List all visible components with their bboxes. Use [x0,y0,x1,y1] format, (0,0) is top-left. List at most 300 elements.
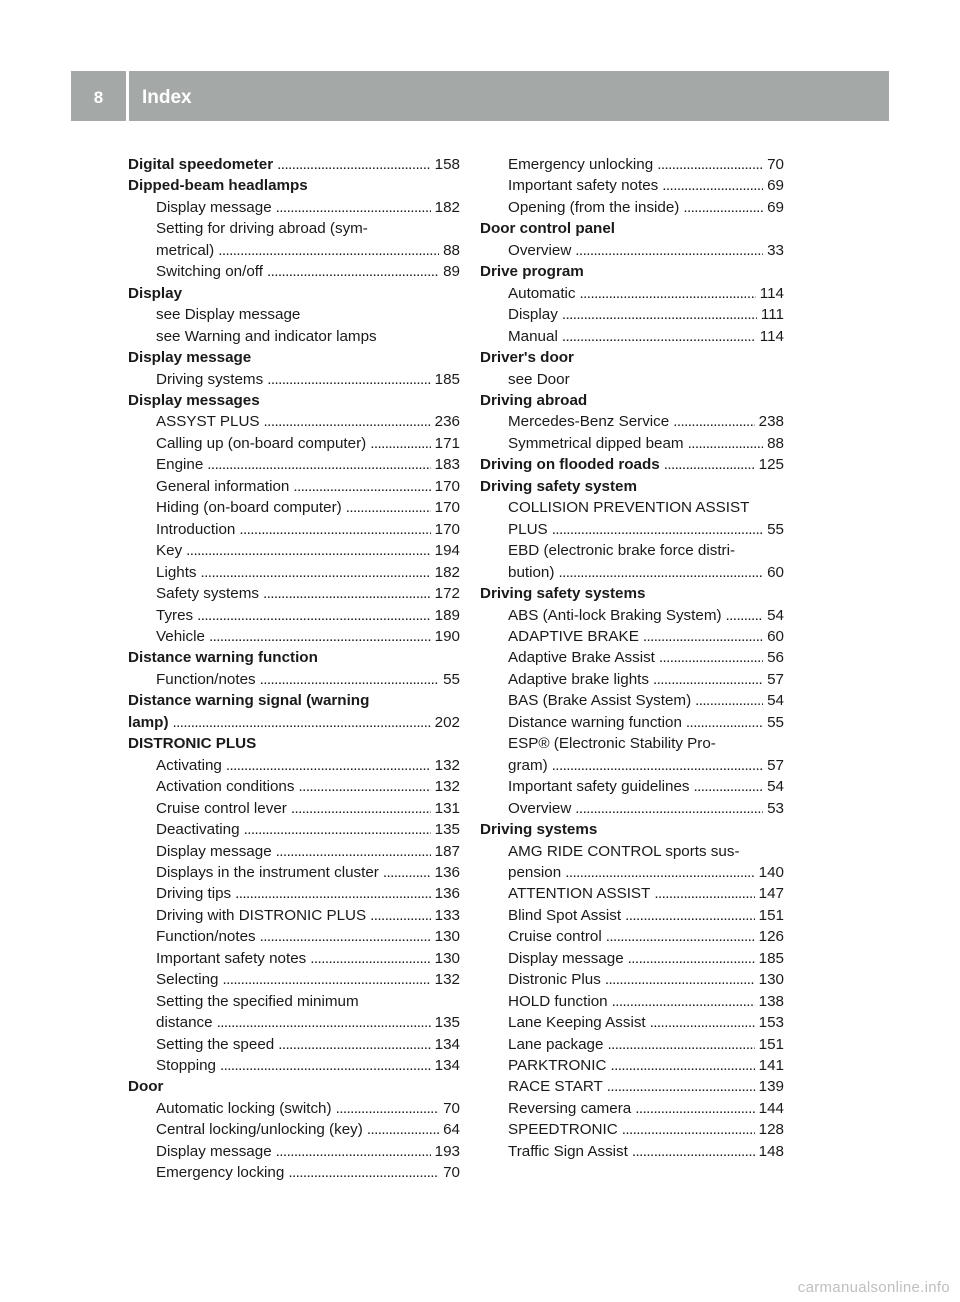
page-reference: 88 [767,434,784,452]
index-subentry-label: Driving with DISTRONIC PLUS [156,906,367,924]
index-subentry-label: Stopping [156,1057,216,1075]
page-reference: 60 [767,563,784,581]
index-subentry-label: Important safety guidelines [508,778,690,796]
index-subentry-label: see Display message [156,306,301,324]
index-subentry [128,1119,460,1140]
leader-dots [607,1076,755,1097]
index-subentry-label: Display [508,306,558,324]
page-reference: 189 [434,606,460,624]
page-reference: 170 [434,520,460,538]
index-subentry-label: Switching on/off [156,263,263,281]
page-reference: 193 [434,1142,460,1160]
index-subentry [128,1055,460,1076]
page-reference: 202 [434,713,460,731]
index-subentry-label: PLUS [508,520,548,538]
index-subentry-label: Hiding (on-board computer) [156,499,342,517]
index-subentry-label: Emergency locking [156,1164,285,1182]
index-subentry-label: Safety systems [156,585,259,603]
index-subentry [480,519,784,540]
index-subentry-label: Lane package [508,1035,604,1053]
index-subentry-label: PARKTRONIC [508,1057,607,1075]
page-reference: 238 [758,413,784,431]
index-subentry [480,154,784,175]
index-subentry [480,326,784,347]
page-reference: 141 [758,1057,784,1075]
index-subentry-label: ATTENTION ASSIST [508,885,651,903]
index-subentry-label: Introduction [156,520,236,538]
index-subentry [128,626,460,647]
page-reference: 88 [443,241,460,259]
leader-dots [293,476,430,497]
index-subentry-label: Emergency unlocking [508,156,654,173]
index-subentry-label: Activating [156,756,222,774]
index-subentry-label: AMG RIDE CONTROL sports sus- [508,842,740,860]
page-reference: 171 [434,434,460,452]
index-subentry-label: Display message [156,198,272,216]
page-reference: 190 [434,627,460,645]
page-reference: 134 [434,1057,460,1075]
index-heading [480,261,784,282]
page-reference: 236 [434,413,460,431]
page-reference: 54 [767,778,784,796]
index-subentry [128,519,460,540]
page-reference: 55 [443,670,460,688]
page-reference: 33 [767,241,784,259]
index-subentry-label: Tyres [156,606,194,624]
page-reference: 170 [434,477,460,495]
index-heading [128,390,460,411]
index-subentry [128,969,460,990]
index-subentry [480,540,784,561]
index-subentry-label: Driving systems [156,370,264,388]
index-heading-label: Door control panel [480,220,616,238]
leader-dots [288,1162,439,1183]
leader-dots [683,197,763,218]
index-heading [128,175,460,196]
leader-dots [552,519,763,540]
index-subentry-label: Automatic [508,284,576,302]
leader-dots [226,755,431,776]
index-heading-label: Distance warning function [128,649,318,667]
index-subentry [128,240,460,261]
page-reference: 132 [434,971,460,989]
index-subentry-label: Lane Keeping Assist [508,1014,646,1032]
page-reference: 158 [434,156,460,173]
leader-dots [575,798,763,819]
index-subentry [128,905,460,926]
page-reference: 70 [443,1164,460,1182]
index-subentry-label: Overview [508,799,572,817]
index-subentry-label: Calling up (on-board computer) [156,434,367,452]
page-reference: 172 [434,585,460,603]
index-subentry-label: Display message [156,842,272,860]
page-reference: 114 [759,284,784,302]
index-subentry [480,562,784,583]
index-subentry-label: Distronic Plus [508,971,601,989]
leader-dots [635,1098,754,1119]
index-subentry [480,969,784,990]
index-subentry [480,755,784,776]
index-subentry [128,798,460,819]
leader-dots [657,154,763,175]
leader-dots [726,605,764,626]
index-subentry-label: Setting for driving abroad (sym- [156,220,368,238]
page-reference: 131 [434,799,460,817]
index-subentry [128,197,460,218]
index-subentry [128,776,460,797]
index-subentry [128,497,460,518]
leader-dots [565,862,754,883]
leader-dots [562,326,756,347]
index-subentry-label: see Door [508,370,570,388]
page-reference: 139 [758,1078,784,1096]
index-subentry [480,605,784,626]
index-subentry-label: Cruise control [508,928,602,946]
page-header [71,71,889,121]
index-subentry [480,433,784,454]
index-subentry [480,841,784,862]
page-reference: 136 [434,863,460,881]
leader-dots [239,519,430,540]
index-heading-label: lamp) [128,713,169,731]
index-subentry [480,626,784,647]
index-heading-label: Driving safety system [480,477,638,495]
index-subentry-label: Vehicle [156,627,205,645]
index-subentry [480,690,784,711]
index-subentry-label: Display message [508,949,624,967]
index-subentry [480,175,784,196]
index-subentry-label: Function/notes [156,670,256,688]
page-reference: 133 [434,906,460,924]
index-subentry [480,283,784,304]
leader-dots [278,1034,430,1055]
index-subentry [480,669,784,690]
index-subentry [480,1098,784,1119]
watermark: carmanualsonline.info [797,1279,950,1296]
page-reference: 111 [760,306,784,324]
leader-dots [625,905,755,926]
index-subentry [128,218,460,239]
index-heading [480,218,784,239]
index-subentry [480,712,784,733]
index-subentry [128,1012,460,1033]
index-subentry [128,819,460,840]
page-reference: 70 [443,1099,460,1117]
leader-dots [632,1141,755,1162]
index-subentry-label: Selecting [156,971,219,989]
index-heading [480,819,784,840]
leader-dots [367,1119,439,1140]
index-subentry [480,304,784,325]
index-subentry [128,476,460,497]
leader-dots [298,776,430,797]
index-subentry [480,647,784,668]
leader-dots [264,411,431,432]
page-reference: 194 [434,542,460,560]
index-subentry [128,948,460,969]
page-reference: 134 [434,1035,460,1053]
page-reference: 69 [767,177,784,195]
page-reference: 56 [767,649,784,667]
leader-dots [606,926,755,947]
leader-dots [662,175,763,196]
index-heading-label: Driving safety systems [480,585,646,603]
page-reference: 53 [767,799,784,817]
index-subentry-label: Driving tips [156,885,232,903]
leader-dots [291,798,431,819]
index-subentry-label: BAS (Brake Assist System) [508,692,692,710]
page-reference: 170 [434,499,460,517]
leader-dots [207,454,430,475]
leader-dots [276,1141,431,1162]
page-number: 8 [93,88,104,107]
index-subentry-label: Manual [508,327,558,345]
page-reference: 55 [767,520,784,538]
index-subentry [480,733,784,754]
page-reference: 128 [758,1121,784,1139]
header-divider [126,71,129,121]
index-subentry-label: Symmetrical dipped beam [508,434,684,452]
page-reference: 57 [767,756,784,774]
leader-dots [209,626,431,647]
page-reference: 57 [767,670,784,688]
index-heading [128,733,460,754]
index-heading-with-page [128,154,460,175]
index-subentry-label: General information [156,477,290,495]
index-heading [128,647,460,668]
page-reference: 153 [758,1014,784,1032]
index-subentry [480,991,784,1012]
leader-dots [643,626,763,647]
index-subentry [480,1055,784,1076]
index-subentry [128,562,460,583]
page-reference: 54 [767,692,784,710]
index-subentry [128,411,460,432]
page-reference: 135 [434,821,460,839]
index-subentry [480,862,784,883]
page-reference: 70 [767,156,784,173]
leader-dots [370,433,430,454]
index-subentry-label: Setting the specified minimum [156,992,359,1010]
leader-dots [370,905,431,926]
index-subentry-label: Displays in the instrument cluster [156,863,379,881]
page-reference: 125 [758,456,784,474]
page-reference: 151 [758,906,784,924]
index-subentry [128,583,460,604]
index-subentry-label: Opening (from the inside) [508,198,680,216]
index-subentry-label: EBD (electronic brake force distri- [508,542,736,560]
index-subentry [480,240,784,261]
page-reference: 147 [758,885,784,903]
page-reference: 54 [767,606,784,624]
index-subentry [128,304,460,325]
index-heading [128,690,460,711]
index-subentry [480,1141,784,1162]
leader-dots [695,690,763,711]
leader-dots [575,240,763,261]
index-subentry-label: ADAPTIVE BRAKE [508,627,639,645]
index-subentry-label: ASSYST PLUS [156,413,260,431]
leader-dots [558,562,763,583]
index-subentry [128,669,460,690]
index-heading-label: Driver's door [480,349,574,367]
leader-dots [220,1055,431,1076]
page-reference: 130 [434,949,460,967]
index-heading-label: Drive program [480,263,584,281]
leader-dots [686,712,763,733]
page-reference: 89 [443,263,460,281]
leader-dots [694,776,764,797]
index-subentry [128,862,460,883]
leader-dots [260,926,431,947]
leader-dots [276,197,431,218]
leader-dots [612,991,755,1012]
page-reference: 140 [758,863,784,881]
leader-dots [263,583,431,604]
page-reference: 130 [434,928,460,946]
page-reference: 114 [759,327,784,345]
index-subentry-label: HOLD function [508,992,608,1010]
page-reference: 126 [758,928,784,946]
index-subentry [480,948,784,969]
leader-dots [664,454,755,475]
leader-dots [580,283,756,304]
index-heading-label: DISTRONIC PLUS [128,735,257,753]
index-subentry [480,1012,784,1033]
index-heading [480,476,784,497]
page-reference: 136 [434,885,460,903]
leader-dots [267,261,439,282]
index-subentry-label: Automatic locking (switch) [156,1099,332,1117]
index-subentry [480,411,784,432]
page-reference: 182 [434,563,460,581]
index-heading-label: Driving systems [480,821,598,839]
leader-dots [688,433,764,454]
leader-dots [244,819,431,840]
page-reference: 135 [434,1014,460,1032]
index-subentry-label: Engine [156,456,204,474]
leader-dots [267,369,430,390]
page-reference: 55 [767,713,784,731]
index-subentry [480,926,784,947]
index-heading [480,347,784,368]
index-subentry [128,454,460,475]
page-reference: 64 [443,1121,460,1139]
index-subentry [480,883,784,904]
index-subentry-label: bution) [508,563,555,581]
leader-dots [218,240,439,261]
index-subentry-label: Traffic Sign Assist [508,1142,628,1160]
index-subentry-label: Overview [508,241,572,259]
index-subentry [128,841,460,862]
index-subentry [128,883,460,904]
page-reference: 138 [758,992,784,1010]
index-subentry-label: Important safety notes [508,177,659,195]
leader-dots [260,669,439,690]
leader-dots [173,712,431,733]
index-subentry-label: ESP® (Electronic Stability Pro- [508,735,716,753]
index-column-left [128,154,460,1184]
page-reference: 130 [758,971,784,989]
index-subentry-label: Distance warning function [508,713,682,731]
leader-dots [605,969,755,990]
page-reference: 132 [434,778,460,796]
index-heading [128,1076,460,1097]
leader-dots [222,969,430,990]
index-subentry-label: gram) [508,756,548,774]
index-subentry-label: Function/notes [156,928,256,946]
index-heading-label: Dipped-beam headlamps [128,177,308,195]
leader-dots [654,883,754,904]
index-heading-label: Distance warning signal (warning [128,692,370,710]
index-subentry [128,605,460,626]
index-subentry-label: COLLISION PREVENTION ASSIST [508,499,750,517]
leader-dots [659,647,763,668]
index-subentry [128,755,460,776]
leader-dots [383,862,431,883]
index-heading [480,583,784,604]
leader-dots [552,755,763,776]
leader-dots [276,841,431,862]
leader-dots [277,154,430,175]
index-heading-label: Driving abroad [480,391,588,409]
leader-dots [201,562,431,583]
page-reference: 144 [758,1099,784,1117]
index-subentry [480,197,784,218]
index-subentry-label: see Warning and indicator lamps [156,327,377,345]
index-subentry [128,926,460,947]
page-title: Index [142,87,192,108]
index-subentry-label: Reversing camera [508,1099,632,1117]
index-subentry-label: Adaptive brake lights [508,670,649,688]
index-subentry-label: Lights [156,563,197,581]
index-subentry-label: pension [508,863,562,881]
index-heading-label: Display [128,284,183,302]
index-subentry [128,369,460,390]
leader-dots [562,304,757,325]
index-subentry-label: Activation conditions [156,778,295,796]
index-subentry [128,326,460,347]
leader-dots [628,948,755,969]
page-reference: 69 [767,198,784,216]
index-subentry [480,1076,784,1097]
leader-dots [650,1012,755,1033]
index-subentry-label: Mercedes-Benz Service [508,413,670,431]
page-reference: 151 [758,1035,784,1053]
leader-dots [186,540,430,561]
index-subentry-label: Display message [156,1142,272,1160]
leader-dots [653,669,763,690]
index-subentry-label: Setting the speed [156,1035,275,1053]
index-subentry [128,1141,460,1162]
index-subentry [128,433,460,454]
leader-dots [197,605,431,626]
index-heading-with-page [480,454,784,475]
index-heading-label: Door [128,1078,164,1096]
index-subentry [128,991,460,1012]
index-subentry-label: Central locking/unlocking (key) [156,1121,363,1139]
index-subentry [480,1119,784,1140]
page-reference: 185 [758,949,784,967]
page-reference: 185 [434,370,460,388]
index-subentry [480,369,784,390]
index-subentry [128,540,460,561]
index-subentry [128,261,460,282]
index-subentry-label: Adaptive Brake Assist [508,649,655,667]
index-heading-label: Digital speedometer [128,156,274,173]
index-heading-label: Driving on flooded roads [480,456,660,474]
index-subentry-label: Important safety notes [156,949,307,967]
